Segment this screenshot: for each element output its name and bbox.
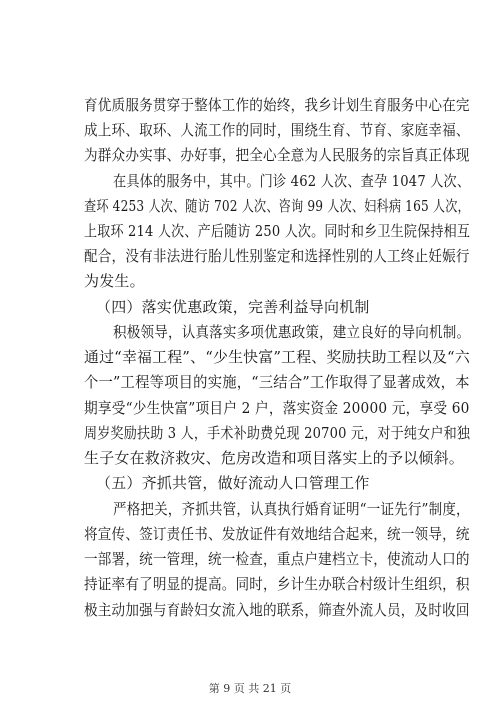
paragraph-line: 配合，没有非法进行胎儿性别鉴定和选择性别的人工终止妊娠行 [84,247,470,265]
paragraph-line: 为发生。 [84,272,145,290]
paragraph-line: 生子女在救济救灾、危房改造和项目落实上的予以倾斜。 [84,449,465,467]
paragraph-line: 积极领导，认真落实多项优惠政策，建立良好的导向机制。 [113,323,471,341]
paragraph-line: 严格把关，齐抓共管，认真执行婚育证明“一证先行”制度， [113,500,470,518]
paragraph-line: 期享受“少生快富”项目户 2 户，落实资金 20000 元，享受 60 [84,399,470,417]
paragraph-line: 上取环 214 人次、产后随访 250 人次。同时和乡卫生院保持相互 [84,222,471,240]
paragraph-line: 在具体的服务中，其中。门诊 462 人次、查孕 1047 人次、 [113,172,471,190]
paragraph-line: 将宣传、签订责任书、发放证件有效地结合起来，统一领导，统 [84,525,470,543]
paragraph-line: 极主动加强与育龄妇女流入地的联系，筛查外流人员，及时收回 [84,601,470,619]
page-number-footer: 第 9 页 共 21 页 [208,682,292,695]
paragraph-line: 通过“幸福工程”、“少生快富”工程、奖励扶助工程以及“六 [84,348,470,366]
paragraph-line: 持证率有了明显的提高。同时，乡计生办联合村级计生组织，积 [84,575,470,593]
section-heading: （四）落实优惠政策，完善利益导向机制 [96,298,370,316]
paragraph-line: 育优质服务贯穿于整体工作的始终，我乡计划生育服务中心在完 [84,96,470,114]
paragraph-line: 一部署，统一管理，统一检查，重点户建档立卡，使流动人口的 [84,550,470,568]
section-heading: （五）齐抓共管，做好流动人口管理工作 [96,474,370,492]
paragraph-line: 成上环、取环、人流工作的同时，围绕生育、节育、家庭幸福、 [84,121,470,139]
paragraph-line: 周岁奖励扶助 3 人，手术补助费兑现 20700 元，对于纯女户和独 [84,424,471,442]
paragraph-line: 为群众办实事、办好事，把全心全意为人民服务的宗旨真正体现 [84,146,470,164]
paragraph-line: 个一”工程等项目的实施，“三结合”工作取得了显著成效，本 [84,373,470,391]
paragraph-line: 查环 4253 人次、随访 702 人次、咨询 99 人次、妇科病 165 人次， [84,197,470,215]
